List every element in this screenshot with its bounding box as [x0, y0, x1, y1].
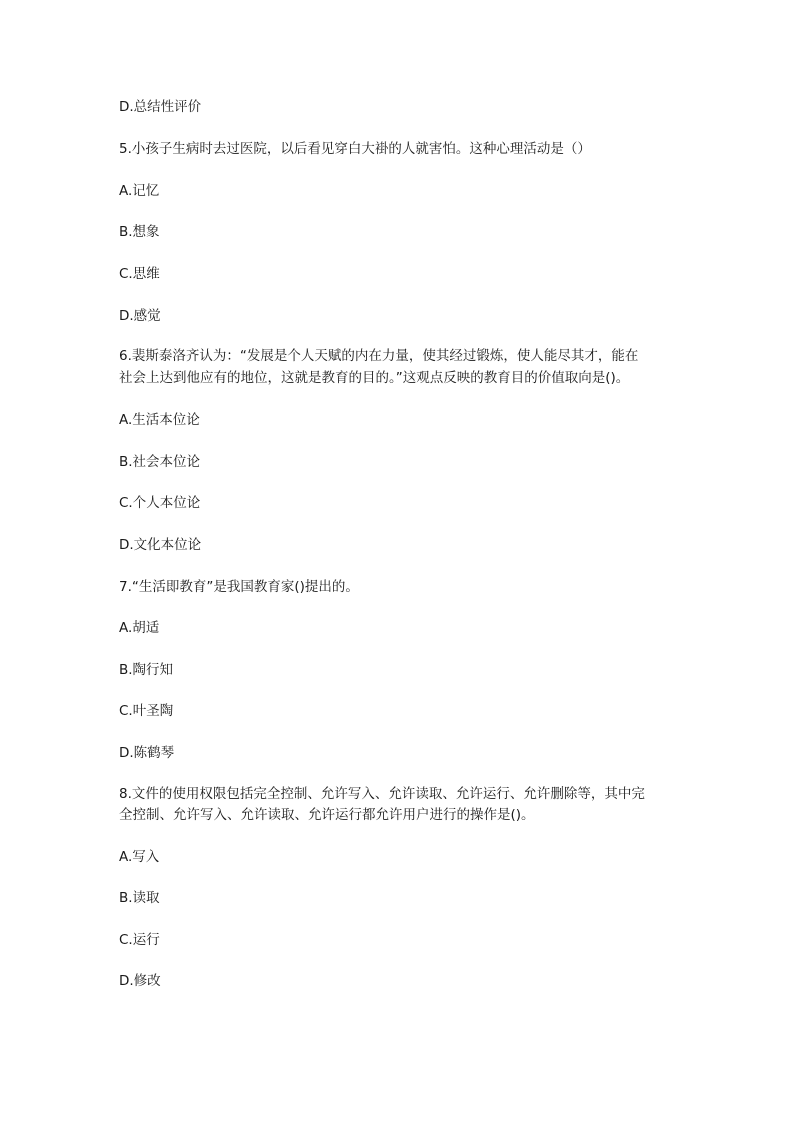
- question-6-stem-line2: 社会上达到他应有的地位，这就是教育的目的。”这观点反映的教育目的价值取向是()。: [119, 370, 630, 386]
- option-q6-a: A.生活本位论: [119, 412, 200, 428]
- option-q8-c: C.运行: [119, 932, 160, 948]
- option-q5-c: C.思维: [119, 266, 160, 282]
- option-q6-b: B.社会本位论: [119, 454, 201, 470]
- question-8-stem-line1: 8.文件的使用权限包括完全控制、允许写入、允许读取、允许运行、允许删除等，其中完: [119, 786, 645, 802]
- question-7-stem: 7.“生活即教育”是我国教育家()提出的。: [119, 579, 359, 595]
- question-5-stem: 5.小孩子生病时去过医院，以后看见穿白大褂的人就害怕。这种心理活动是（）: [119, 141, 591, 157]
- option-q5-a: A.记忆: [119, 183, 160, 199]
- option-q6-d: D.文化本位论: [119, 537, 202, 553]
- option-q4-d: D.总结性评价: [119, 99, 202, 115]
- option-q8-a: A.写入: [119, 849, 160, 865]
- option-q8-b: B.读取: [119, 890, 160, 906]
- option-q5-d: D.感觉: [119, 308, 161, 324]
- question-6-stem-line1: 6.裴斯泰洛齐认为：“发展是个人天赋的内在力量，使其经过锻炼，使人能尽其才，能在: [119, 348, 639, 364]
- option-q7-d: D.陈鹤琴: [119, 745, 175, 761]
- option-q7-a: A.胡适: [119, 620, 160, 636]
- question-8-stem-line2: 全控制、允许写入、允许读取、允许运行都允许用户进行的操作是()。: [119, 807, 535, 823]
- option-q6-c: C.个人本位论: [119, 495, 201, 511]
- option-q7-c: C.叶圣陶: [119, 703, 174, 719]
- option-q5-b: B.想象: [119, 224, 160, 240]
- option-q8-d: D.修改: [119, 973, 161, 989]
- option-q7-b: B.陶行知: [119, 662, 174, 678]
